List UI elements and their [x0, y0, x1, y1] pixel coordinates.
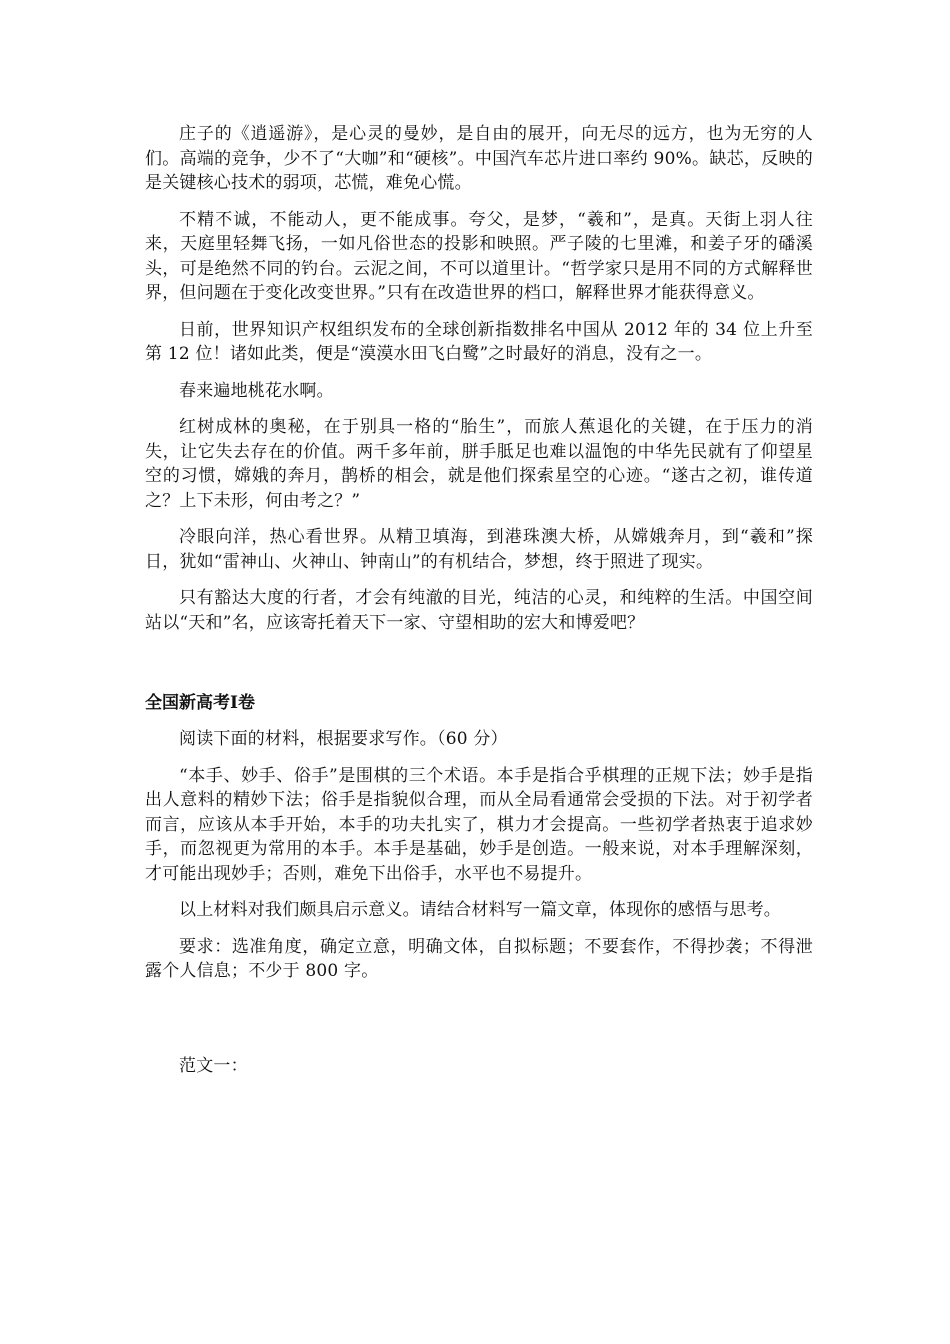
essay-paragraph-7: 只有豁达大度的行者，才会有纯澈的目光，纯洁的心灵，和纯粹的生活。中国空间站以“天和”名，应该寄托着天下一家、守望相助的宏大和博爱吧？ [145, 588, 813, 633]
exam-prompt: 以上材料对我们颇具启示意义。请结合材料写一篇文章，体现你的感悟与思考。 [179, 900, 781, 920]
essay-paragraph-1: 庄子的《逍遥游》，是心灵的曼妙，是自由的展开，向无尽的远方，也为无穷的人们。高端的竞争，少不了“大咖”和“硬核”。中国汽车芯片进口率约 90%。缺芯，反映的是关键核心技术的弱项，芯慌，难免心慌。 [145, 124, 813, 193]
exam-instruction: 阅读下面的材料，根据要求写作。（60 分） [179, 729, 508, 749]
exam-requirements: 要求：选准角度，确定立意，明确文体，自拟标题；不要套作，不得抄袭；不得泄露个人信息；不少于 800 字。 [145, 936, 813, 981]
section-spacer [145, 647, 813, 691]
essay-paragraph-4: 春来遍地桃花水啊。 [179, 380, 334, 401]
sample-essay-label: 范文一： [179, 1055, 248, 1076]
essay-paragraph-6: 冷眼向洋，热心看世界。从精卫填海，到港珠澳大桥，从嫦娥奔月，到“羲和”探日，犹如“雷神山、火神山、钟南山”的有机结合，梦想，终于照进了现实。 [145, 527, 813, 572]
document-page [145, 122, 813, 1090]
exam-material: “本手、妙手、俗手”是围棋的三个术语。本手是指合乎棋理的正规下法；妙手是指出人意料的精妙下法；俗手是指貌似合理，而从全局看通常会受损的下法。对于初学者而言，应该从本手开始，本手的功夫扎实了，棋力才会提高。一些初学者热衷于追求妙手，而忽视更为常用的本手。本手是基础，妙手是创造。一般来说，对本手理解深刻，才可能出现妙手；否则，难免下出俗手，水平也不易提升。 [145, 765, 813, 884]
essay-paragraph-5: 红树成林的奥秘，在于别具一格的“胎生”，而旅人蕉退化的关键，在于压力的消失，让它失去存在的价值。两千多年前，胼手胝足也难以温饱的中华先民就有了仰望星空的习惯，嫦娥的奔月，鹊桥的相会，就是他们探索星空的心迹。“遂古之初，谁传道之？上下未形，何由考之？” [145, 417, 813, 511]
sample-spacer [145, 996, 813, 1054]
exam-heading: 全国新高考Ⅰ卷 [145, 693, 255, 713]
essay-paragraph-3: 日前，世界知识产权组织发布的全球创新指数排名中国从 2012 年的 34 位上升至第 12 位！诸如此类，便是“漠漠水田飞白鹭”之时最好的消息，没有之一。 [145, 319, 813, 364]
essay-paragraph-2: 不精不诚，不能动人，更不能成事。夸父，是梦，“羲和”，是真。天街上羽人往来，天庭里轻舞飞扬，一如凡俗世态的投影和映照。严子陵的七里滩，和姜子牙的磻溪头，可是绝然不同的钓台。云泥之间，不可以道里计。“哲学家只是用不同的方式解释世界，但问题在于变化改变世界。”只有在改造世界的档口，解释世界才能获得意义。 [145, 209, 813, 303]
